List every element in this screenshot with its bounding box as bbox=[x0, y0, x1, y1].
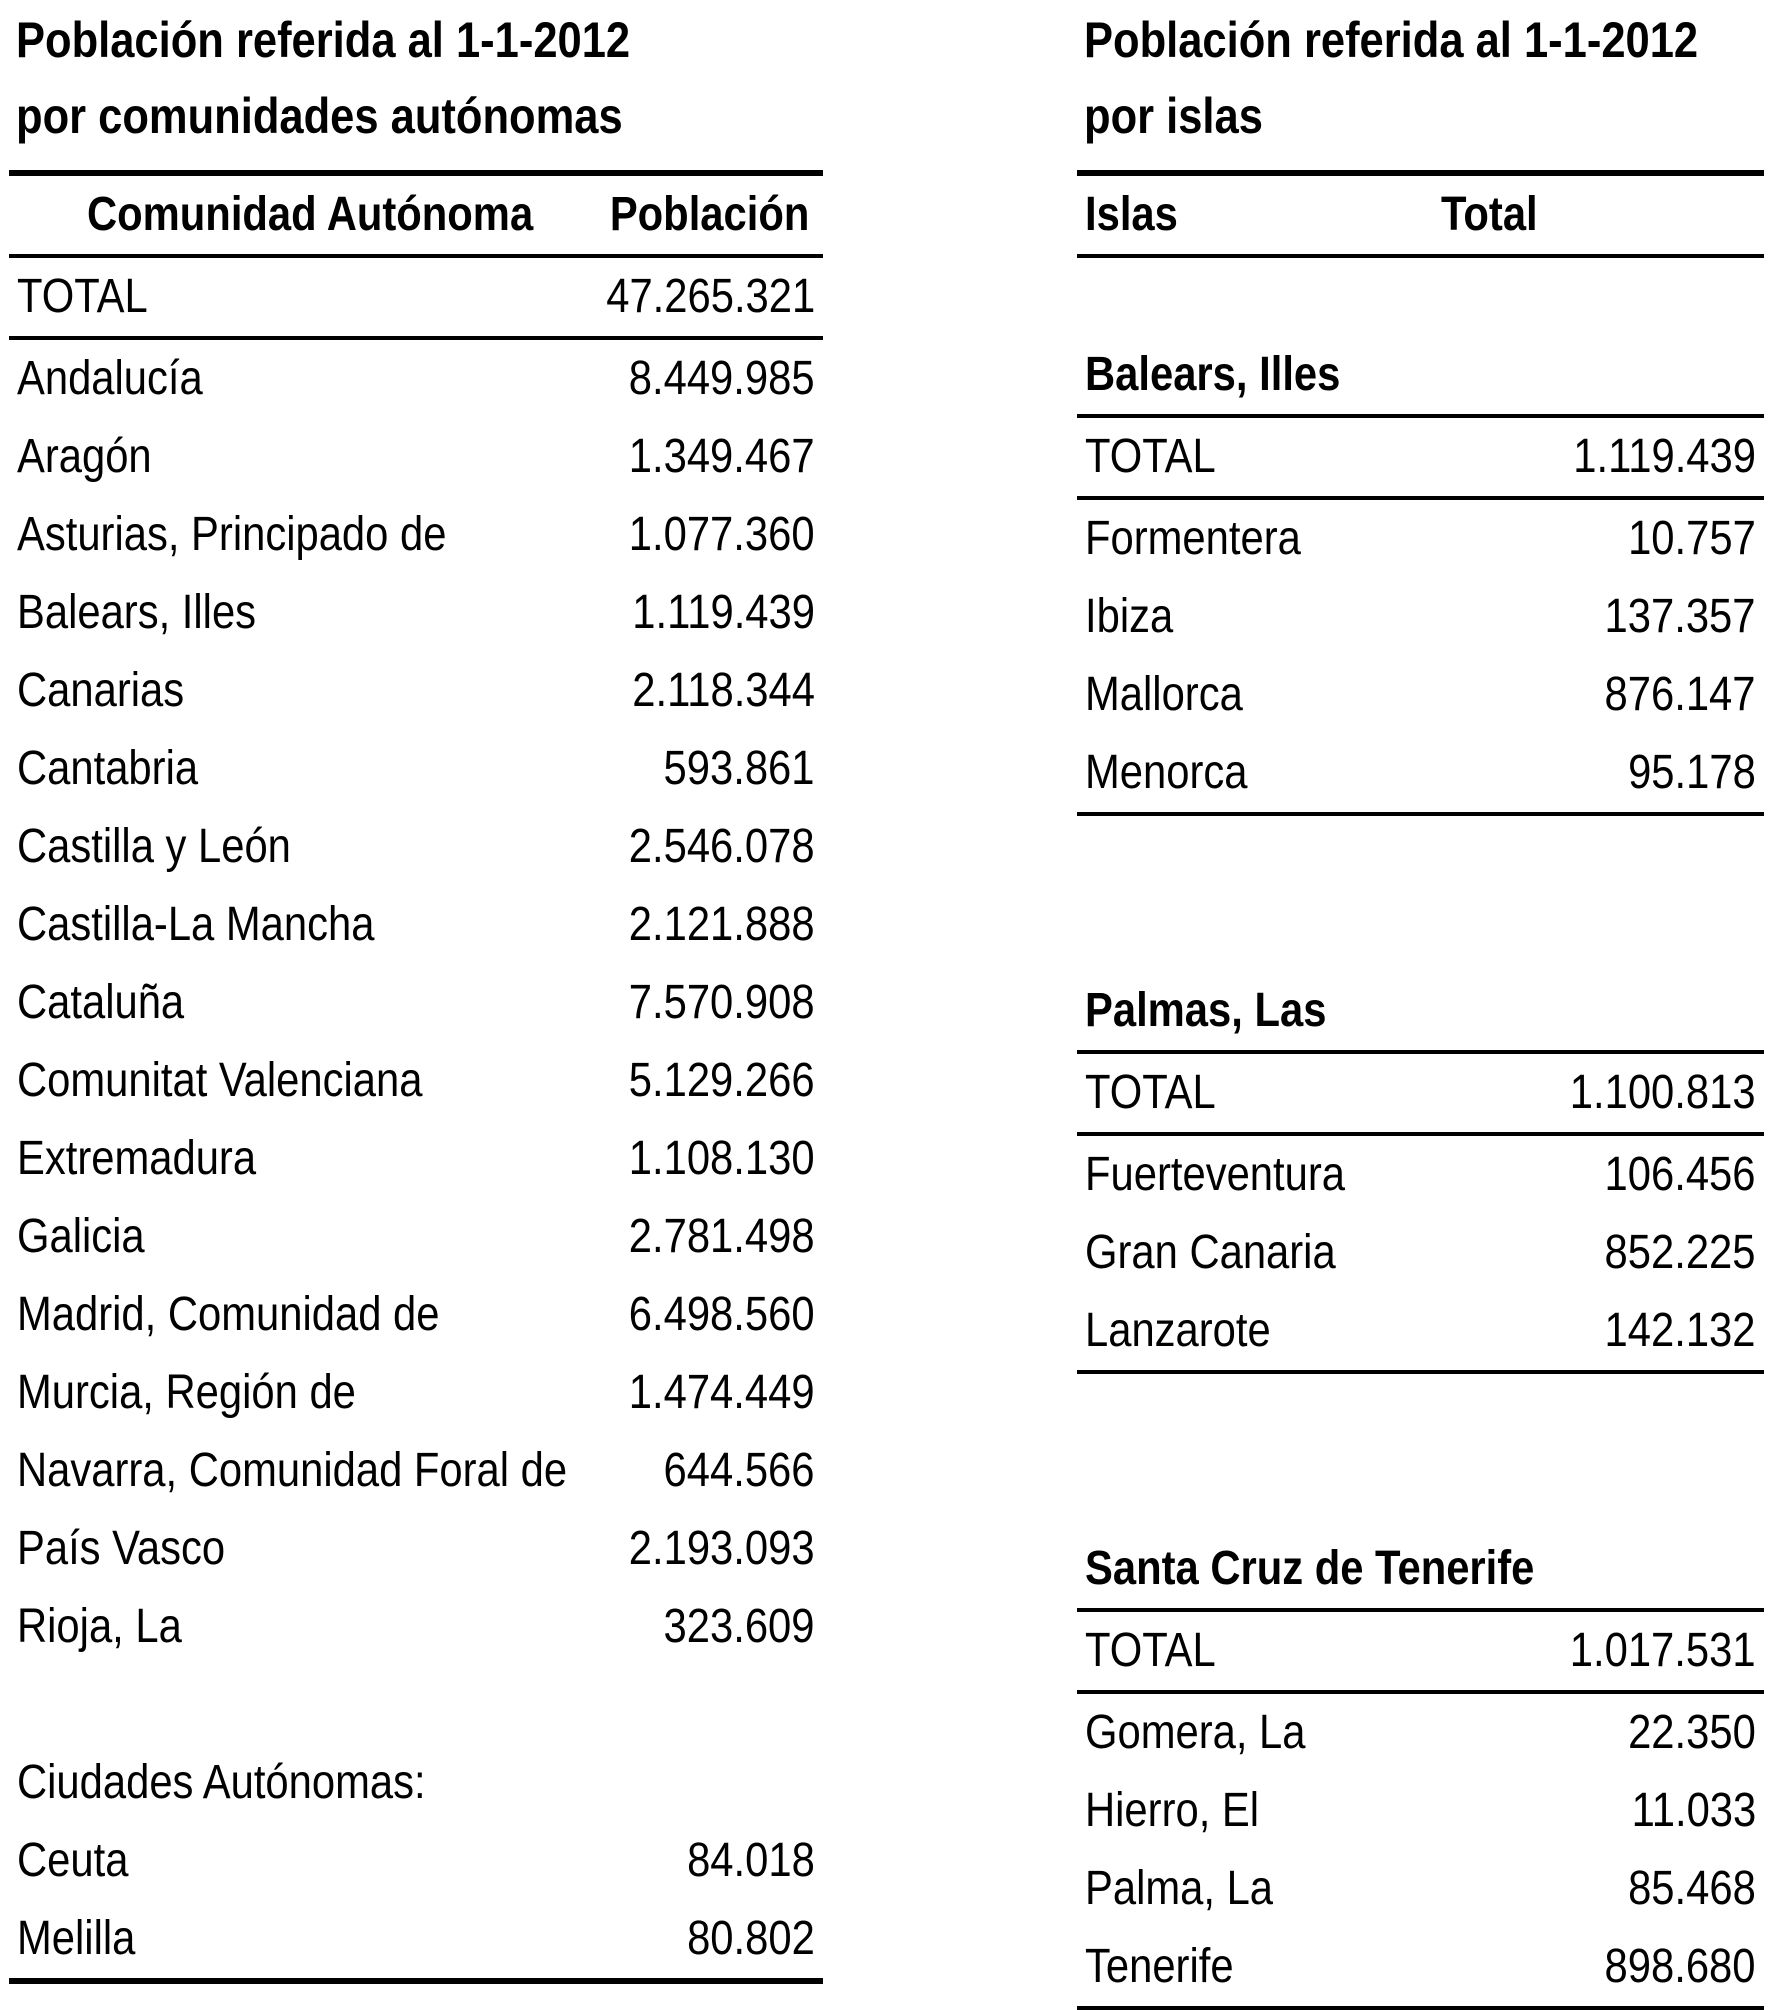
row-label: Palmas, Las bbox=[1085, 984, 1327, 1037]
cities-label-row bbox=[9, 1744, 823, 1822]
row-label: Navarra, Comunidad Foral de bbox=[17, 1444, 568, 1497]
group-title-row bbox=[1077, 336, 1764, 418]
table-row bbox=[9, 1510, 823, 1588]
table-row bbox=[9, 730, 823, 808]
row-label: Hierro, El bbox=[1085, 1784, 1260, 1837]
spacer-row bbox=[1077, 1452, 1764, 1530]
row-value: 22.350 bbox=[1628, 1706, 1756, 1759]
right-title-line2: por islas bbox=[1084, 88, 1263, 144]
table-row bbox=[1077, 734, 1764, 816]
row-label: Melilla bbox=[17, 1912, 136, 1965]
row-value: 85.468 bbox=[1628, 1862, 1756, 1915]
row-label: Ibiza bbox=[1085, 590, 1174, 643]
table-row bbox=[9, 964, 823, 1042]
row-label: Mallorca bbox=[1085, 668, 1243, 721]
row-value: 7.570.908 bbox=[629, 976, 815, 1029]
row-value: 593.861 bbox=[664, 742, 815, 795]
row-value: 2.118.344 bbox=[632, 664, 815, 717]
row-label: TOTAL bbox=[1085, 1066, 1216, 1119]
row-value: 80.802 bbox=[687, 1912, 815, 1965]
row-value: 2.193.093 bbox=[629, 1522, 815, 1575]
row-label: Formentera bbox=[1085, 512, 1301, 565]
table-row bbox=[9, 652, 823, 730]
table-row bbox=[1077, 1292, 1764, 1374]
table-row bbox=[1077, 1694, 1764, 1772]
column-header-islands: Islas bbox=[1085, 188, 1178, 241]
row-value: 2.121.888 bbox=[629, 898, 815, 951]
row-label: Comunitat Valenciana bbox=[17, 1054, 423, 1107]
row-label: Menorca bbox=[1085, 746, 1248, 799]
row-value: 1.474.449 bbox=[629, 1366, 815, 1419]
row-label: Madrid, Comunidad de bbox=[17, 1288, 440, 1341]
row-label: TOTAL bbox=[1085, 430, 1216, 483]
row-label: Balears, Illes bbox=[17, 586, 257, 639]
row-value: 1.108.130 bbox=[629, 1132, 815, 1185]
table-row bbox=[9, 808, 823, 886]
row-label: Cantabria bbox=[17, 742, 199, 795]
table-row bbox=[1077, 1928, 1764, 2010]
column-header-total: Total bbox=[1441, 188, 1538, 241]
spacer-row bbox=[1077, 258, 1764, 336]
column-header-community: Comunidad Autónoma bbox=[87, 188, 534, 241]
row-label: Castilla y León bbox=[17, 820, 291, 873]
city-rows bbox=[9, 1822, 823, 1984]
table-row bbox=[1077, 1214, 1764, 1292]
table-row bbox=[9, 1276, 823, 1354]
row-label: TOTAL bbox=[1085, 1624, 1216, 1677]
row-value: 95.178 bbox=[1628, 746, 1756, 799]
row-label: Gomera, La bbox=[1085, 1706, 1306, 1759]
spacer-row bbox=[1077, 1374, 1764, 1452]
row-value: 323.609 bbox=[664, 1600, 815, 1653]
row-label: Castilla-La Mancha bbox=[17, 898, 375, 951]
row-value: 2.781.498 bbox=[629, 1210, 815, 1263]
left-table-title bbox=[16, 2, 630, 154]
row-label: Aragón bbox=[17, 430, 152, 483]
islands-table bbox=[1077, 170, 1764, 2010]
row-value: 5.129.266 bbox=[629, 1054, 815, 1107]
table-row bbox=[1077, 1136, 1764, 1214]
row-label: Lanzarote bbox=[1085, 1304, 1271, 1357]
table-row bbox=[9, 1354, 823, 1432]
table-row bbox=[1077, 1772, 1764, 1850]
cities-label: Ciudades Autónomas: bbox=[17, 1756, 426, 1809]
row-label: Canarias bbox=[17, 664, 185, 717]
row-value: 852.225 bbox=[1605, 1226, 1756, 1279]
row-value: 1.119.439 bbox=[1573, 430, 1756, 483]
table-row bbox=[1077, 500, 1764, 578]
row-value: 2.546.078 bbox=[629, 820, 815, 873]
group-total-row bbox=[1077, 418, 1764, 500]
group-title-row bbox=[1077, 1530, 1764, 1612]
communities-table bbox=[9, 170, 823, 1984]
table-row bbox=[9, 574, 823, 652]
table-row bbox=[9, 1432, 823, 1510]
table-row bbox=[9, 1120, 823, 1198]
left-title-line2: por comunidades autónomas bbox=[16, 88, 623, 144]
table-row bbox=[9, 1042, 823, 1120]
right-title-line1: Población referida al 1-1-2012 bbox=[1084, 12, 1699, 68]
row-value: 876.147 bbox=[1605, 668, 1756, 721]
row-value: 10.757 bbox=[1628, 512, 1756, 565]
table-row bbox=[1077, 578, 1764, 656]
table-row bbox=[9, 1822, 823, 1900]
row-value: 1.100.813 bbox=[1570, 1066, 1756, 1119]
group-total-row bbox=[1077, 1054, 1764, 1136]
row-label: Galicia bbox=[17, 1210, 145, 1263]
table-row bbox=[9, 1588, 823, 1666]
row-label: Palma, La bbox=[1085, 1862, 1274, 1915]
community-rows bbox=[9, 340, 823, 1666]
row-label: Cataluña bbox=[17, 976, 185, 1029]
table-header bbox=[1077, 170, 1764, 258]
row-value: 1.017.531 bbox=[1570, 1624, 1756, 1677]
column-header-population: Población bbox=[609, 188, 809, 241]
table-row bbox=[9, 340, 823, 418]
row-label: Fuerteventura bbox=[1085, 1148, 1345, 1201]
row-value: 106.456 bbox=[1605, 1148, 1756, 1201]
row-value: 11.033 bbox=[1631, 1784, 1756, 1837]
left-title-line1: Población referida al 1-1-2012 bbox=[16, 12, 631, 68]
group-total-row bbox=[1077, 1612, 1764, 1694]
row-value: 142.132 bbox=[1605, 1304, 1756, 1357]
island-groups bbox=[1077, 258, 1764, 2010]
table-row bbox=[9, 418, 823, 496]
row-value: 137.357 bbox=[1605, 590, 1756, 643]
total-row bbox=[9, 258, 823, 340]
row-value: 6.498.560 bbox=[629, 1288, 815, 1341]
total-value: 47.265.321 bbox=[605, 270, 815, 323]
row-value: 644.566 bbox=[664, 1444, 815, 1497]
group-title-row bbox=[1077, 972, 1764, 1054]
table-row bbox=[1077, 656, 1764, 734]
table-row bbox=[9, 1198, 823, 1276]
row-value: 1.077.360 bbox=[629, 508, 815, 561]
row-value: 898.680 bbox=[1605, 1940, 1756, 1993]
row-value: 84.018 bbox=[687, 1834, 815, 1887]
row-label: Andalucía bbox=[17, 352, 203, 405]
row-value: 8.449.985 bbox=[629, 352, 815, 405]
row-label: Santa Cruz de Tenerife bbox=[1085, 1542, 1535, 1595]
row-label: Murcia, Región de bbox=[17, 1366, 356, 1419]
row-value: 1.349.467 bbox=[629, 430, 815, 483]
table-row bbox=[1077, 1850, 1764, 1928]
row-label: País Vasco bbox=[17, 1522, 226, 1575]
row-label: Extremadura bbox=[17, 1132, 257, 1185]
row-label: Balears, Illes bbox=[1085, 348, 1341, 401]
spacer-row bbox=[9, 1666, 823, 1744]
spacer-row bbox=[1077, 894, 1764, 972]
table-row bbox=[9, 496, 823, 574]
table-row bbox=[9, 886, 823, 964]
row-label: Rioja, La bbox=[17, 1600, 182, 1653]
right-table-title bbox=[1084, 2, 1698, 154]
row-label: Ceuta bbox=[17, 1834, 129, 1887]
row-label: Gran Canaria bbox=[1085, 1226, 1336, 1279]
row-value: 1.119.439 bbox=[632, 586, 815, 639]
table-header bbox=[9, 170, 823, 258]
row-label: Asturias, Principado de bbox=[17, 508, 447, 561]
row-label: Tenerife bbox=[1085, 1940, 1234, 1993]
spacer-row bbox=[1077, 816, 1764, 894]
total-label: TOTAL bbox=[17, 270, 148, 323]
table-row bbox=[9, 1900, 823, 1984]
